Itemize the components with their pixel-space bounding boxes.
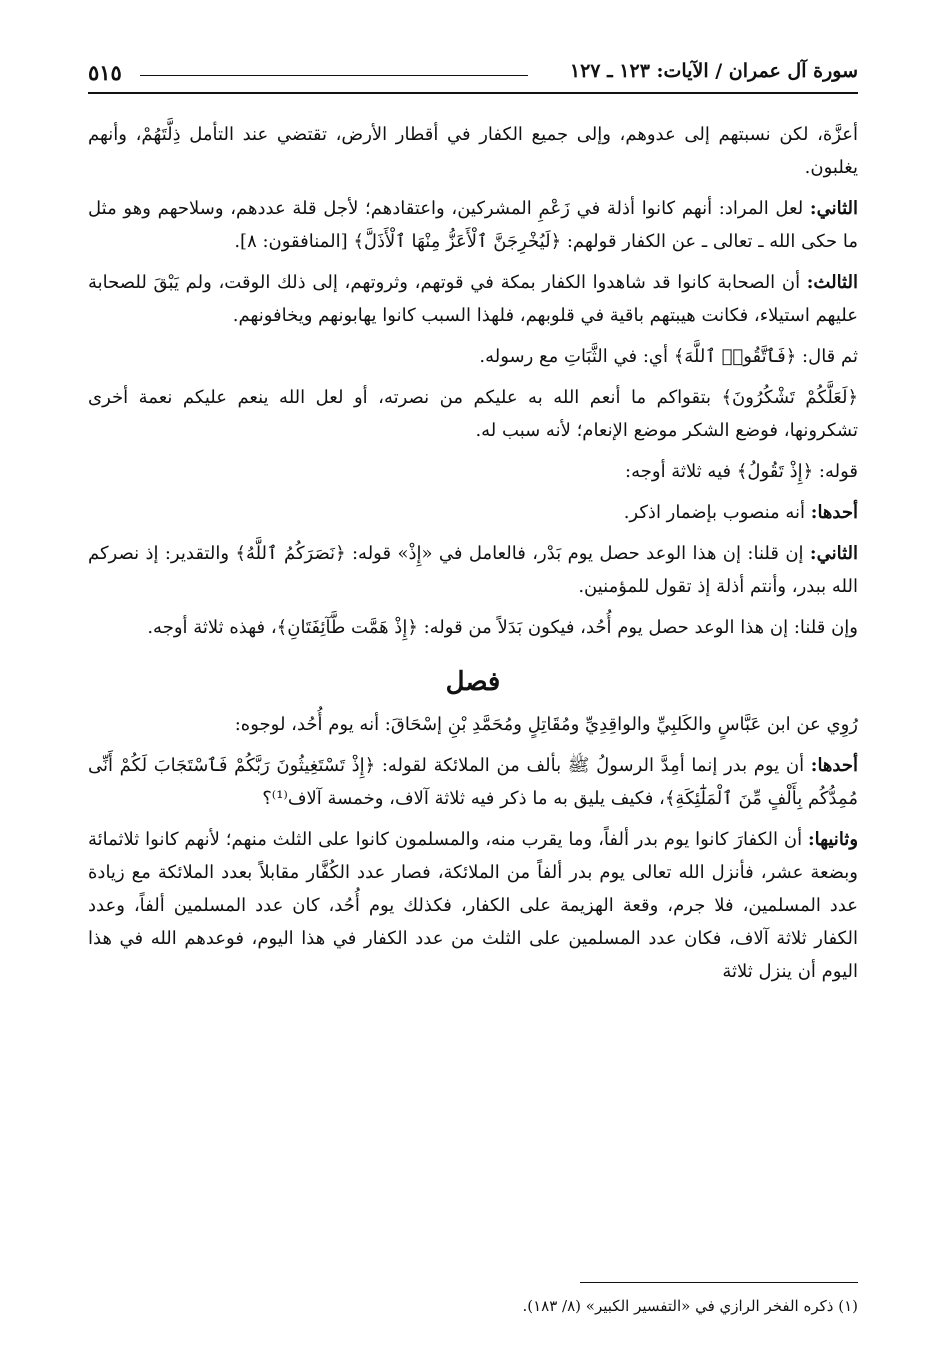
paragraph [88,537,858,603]
paragraph-label: وثانيها: [807,829,859,850]
footnote-rule [580,1282,858,1283]
paragraph-label: أحدها: [810,502,858,523]
header-rule [88,92,858,94]
paragraph-text: أن يوم بدر إنما أمِدَّ الرسولُ ﷺ بألف من الملائكة لقوله: ﴿إِذْ تَسْتَغِيثُونَ رَبَّكُمْ فَٱسْتَجَابَ لَكُمْ أَنِّى مُمِدُّكُم بِأَلْفٍ مِّنَ ٱلْمَلَٰٓئِكَةِ﴾، فكيف يليق به ما ذكر فيه ثلاثة آلاف، وخمسة آلاف⁽¹⁾؟ [88,755,858,809]
running-title: سورة آل عمران / الآيات: ١٢٣ ـ ١٢٧ [569,60,858,82]
paragraph [88,455,858,488]
page-number: ٥١٥ [88,60,122,85]
paragraph-text: إن قلنا: إن هذا الوعد حصل يوم بَدْر، فالعامل في «إِذْ» قوله: ﴿نَصَرَكُمُ ٱللَّهُ﴾ والتقدير: إذ نصركم الله ببدر، وأنتم أذلة إذ تقول للمؤمنين. [88,543,858,597]
paragraph-text: أن الكفارَ كانوا يوم بدر ألفاً، وما يقرب منه، والمسلمون كانوا على الثلث منهم؛ لأنهم كانوا ثلاثمائة وبضعة عشر، فأنزل الله تعالى يوم بدر ألفاً من الملائكة، فصار عدد الكُفَّار مقابلاً بعدد الملائكة مع زيادة عدد المسلمين، فلا جرم، وقعة الهزيمة على الكفار، فكذلك يوم أُحُد، كان عدد المسلمين ألفاً، وعدد الكفار ثلاثة آلاف، فكان عدد المسلمين على الثلث من عدد الكفار في هذا اليوم، فوعدهم الله في هذا اليوم أن ينزل ثلاثة [88,829,858,982]
main-text [88,118,858,996]
paragraph [88,823,858,988]
paragraph-text: أعزَّة، لكن نسبتهم إلى عدوهم، وإلى جميع الكفار في أقطار الأرض، تقتضي عند التأمل ذِلَّتَهُمْ، وأنهم يغلبون. [88,124,858,178]
paragraph-text: أنه منصوب بإضمار اذكر. [623,502,806,523]
paragraph-text: وإن قلنا: إن هذا الوعد حصل يوم أُحُد، فيكون بَدَلاً من قوله: ﴿إِذْ هَمَّت طَّآئِفَتَانِ﴾، فهذه ثلاثة أوجه. [147,617,858,638]
paragraph [88,611,858,644]
paragraph [88,749,858,815]
paragraph [88,381,858,447]
paragraph-text: ثم قال: ﴿فَٱتَّقُوا۟ ٱللَّهَ﴾ أي: في الثَّبَاتِ مع رسوله. [479,346,858,367]
paragraph-text: لعل المراد: أنهم كانوا أذلة في زَعْمِ المشركين، واعتقادهم؛ لأجل قلة عددهم، وسلاحهم وهو مثل ما حكى الله ـ تعالى ـ عن الكفار قولهم: ﴿لَيُخْرِجَنَّ ٱلْأَعَزُّ مِنْهَا ٱلْأَذَلَّ﴾ [المنافقون: ٨]. [88,198,858,252]
paragraph [88,118,858,184]
paragraph [88,192,858,258]
paragraph-text: رُوِي عن ابن عَبَّاسٍ والكَلبِيِّ والواقِدِيِّ ومُقَاتِلٍ ومُحَمَّدِ بْنِ إسْحَاقَ: أنه يوم أُحُد، لوجوه: [234,714,858,735]
header-fill-line [140,75,528,76]
paragraph [88,496,858,529]
paragraph [88,266,858,332]
paragraph-label: الثالث: [806,272,858,293]
paragraph-text: قوله: ﴿إِذْ تَقُولُ﴾ فيه ثلاثة أوجه: [625,461,858,482]
running-header [88,58,858,88]
paragraph-label: الثاني: [809,198,858,219]
paragraph [88,340,858,373]
footnote: (١) ذكره الفخر الرازي في «التفسير الكبير» (٨/ ١٨٣). [522,1297,858,1315]
section-heading: فصل [445,667,501,697]
paragraph-label: الثاني: [809,543,858,564]
paragraph-text: ﴿لَعَلَّكُمْ تَشْكُرُونَ﴾ بتقواكم ما أنعم الله به عليكم من نصرته، أو لعل الله ينعم عليكم نعمة أخرى تشكرونها، فوضع الشكر موضع الإنعام؛ لأنه سبب له. [88,387,858,441]
paragraph [88,708,858,741]
paragraph-label: أحدها: [810,755,858,776]
paragraph-text: أن الصحابة كانوا قد شاهدوا الكفار بمكة في قوتهم، وثروتهم، إلى ذلك الوقت، ولم يَبْقَ للصحابة عليهم استيلاء، فكانت هيبتهم باقية في قلوبهم، فلهذا السبب كانوا يهابونهم ويخافونهم. [88,272,858,326]
